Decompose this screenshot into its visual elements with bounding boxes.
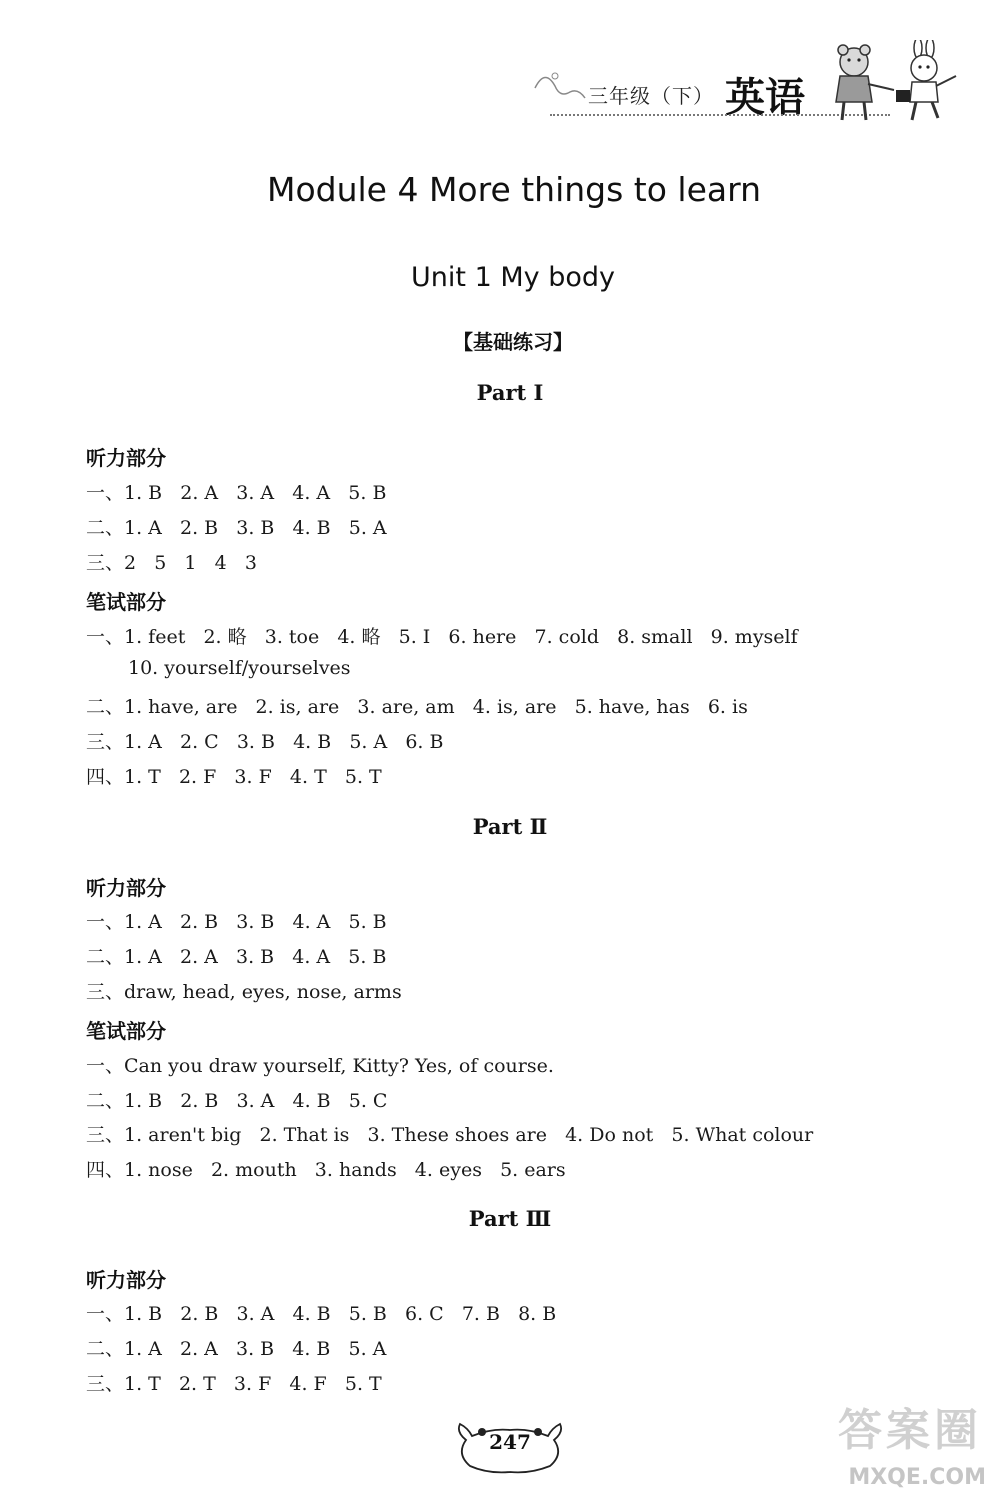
part-2-heading: Part Ⅱ [472,814,548,839]
answer-line: 三、1. A 2. C 3. B 4. B 5. A 6. B [86,731,444,753]
mascot-illustration [814,40,964,128]
answer-line: 二、1. A 2. A 3. B 4. B 5. A [86,1338,387,1360]
listening-section-label: 听力部分 [86,1268,166,1292]
answer-line: 一、1. A 2. B 3. B 4. A 5. B [86,911,387,933]
unit-title: Unit 1 My body [411,262,615,293]
listening-section-label: 听力部分 [86,876,166,900]
flourish-decoration [530,58,590,118]
answer-line: 四、1. T 2. F 3. F 4. T 5. T [86,766,382,788]
page-number: 247 [489,1430,531,1454]
answer-line: 一、1. B 2. B 3. A 4. B 5. B 6. C 7. B 8. B [86,1303,557,1325]
module-title: Module 4 More things to learn [266,170,762,209]
writing-section-label: 笔试部分 [86,1019,166,1043]
writing-section-label: 笔试部分 [86,590,166,614]
watermark-url: MXQE.COM [848,1465,986,1490]
answer-line: 二、1. have, are 2. is, are 3. are, am 4. is, are 5. have, has 6. is [86,696,748,718]
part-1-heading: Part Ⅰ [476,380,544,405]
answer-line: 四、1. nose 2. mouth 3. hands 4. eyes 5. ears [86,1159,566,1181]
answer-line: 三、1. T 2. T 3. F 4. F 5. T [86,1373,382,1395]
answer-line: 一、1. feet 2. 略 3. toe 4. 略 5. I 6. here 7. cold 8. small 9. myself [86,626,798,648]
page-header [530,40,970,130]
listening-section-label: 听力部分 [86,446,166,470]
answer-line: 一、Can you draw yourself, Kitty? Yes, of course. [86,1055,554,1077]
answer-line: 三、2 5 1 4 3 [86,552,257,574]
watermark-logo: 答案圈 [838,1405,982,1456]
answer-line: 10. yourself/yourselves [128,657,351,679]
answer-line: 三、draw, head, eyes, nose, arms [86,981,402,1003]
subject-label: 英语 [725,75,805,121]
grade-label: 三年级（下） [588,84,714,108]
answer-line: 二、1. A 2. A 3. B 4. A 5. B [86,946,387,968]
answer-line: 二、1. A 2. B 3. B 4. B 5. A [86,517,387,539]
answer-line: 三、1. aren't big 2. That is 3. These shoes are 4. Do not 5. What colour [86,1124,814,1146]
answer-line: 一、1. B 2. A 3. A 4. A 5. B [86,482,387,504]
answer-line: 二、1. B 2. B 3. A 4. B 5. C [86,1090,388,1112]
practice-title: 【基础练习】 [453,330,573,354]
part-3-heading: Part Ⅲ [468,1206,552,1231]
